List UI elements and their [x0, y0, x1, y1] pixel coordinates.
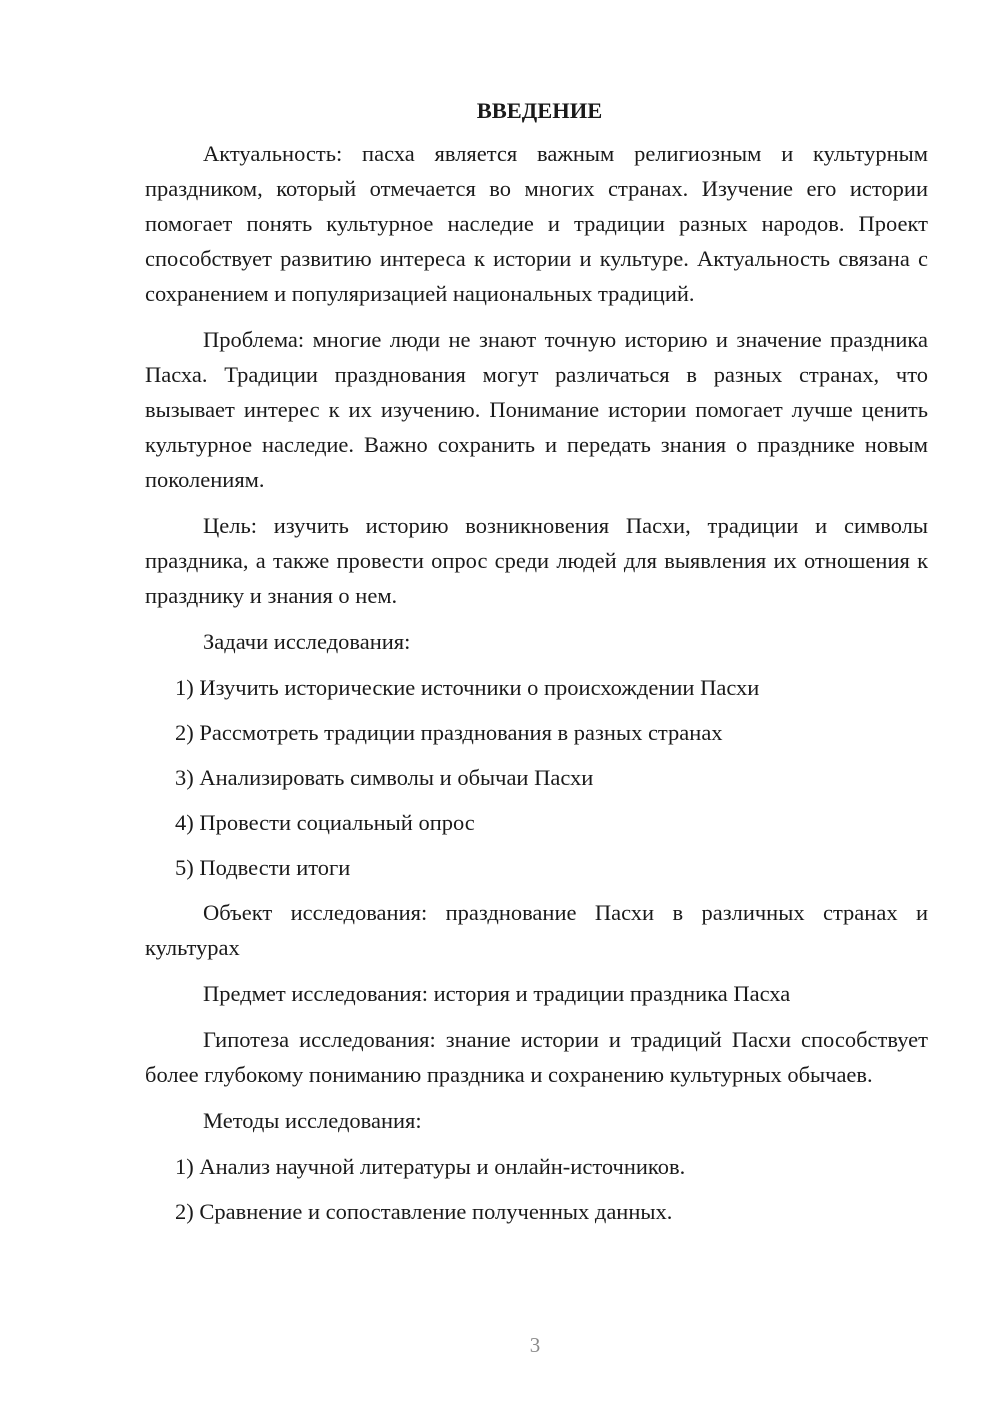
- tasks-list: [145, 670, 928, 885]
- list-item: 1) Анализ научной литературы и онлайн-источников.: [175, 1154, 686, 1179]
- methods-list: [145, 1149, 928, 1229]
- list-item: 2) Сравнение и сопоставление полученных данных.: [175, 1199, 673, 1224]
- list-item: 1) Изучить исторические источники о происхождении Пасхи: [175, 675, 760, 700]
- list-item: 5) Подвести итоги: [175, 855, 351, 880]
- page-number: 3: [529, 1333, 541, 1357]
- paragraph-relevance: Актуальность: пасха является важным религиозным и культурным праздником, который отмечается во многих странах. Изучение его истории помогает понять культурное наследие и традиции разных народов. Проект способствует развитию интереса к истории и культуре. Актуальность связана с сохранением и популяризацией национальных традиций.: [145, 141, 928, 306]
- list-item: 4) Провести социальный опрос: [175, 810, 475, 835]
- paragraph-subject: Предмет исследования: история и традиции праздника Пасха: [203, 981, 791, 1006]
- page-title: ВВЕДЕНИЕ: [476, 98, 603, 123]
- list-item: 2) Рассмотреть традиции празднования в разных странах: [175, 720, 723, 745]
- list-item: 3) Анализировать символы и обычаи Пасхи: [175, 765, 594, 790]
- paragraph-hypothesis: Гипотеза исследования: знание истории и традиций Пасхи способствует более глубокому пониманию праздника и сохранению культурных обычаев.: [145, 1027, 928, 1087]
- paragraph-object: Объект исследования: празднование Пасхи в различных странах и культурах: [145, 900, 928, 960]
- document-body: [145, 96, 928, 1239]
- tasks-heading: Задачи исследования:: [203, 629, 411, 654]
- methods-heading: Методы исследования:: [203, 1108, 422, 1133]
- paragraph-goal: Цель: изучить историю возникновения Пасхи, традиции и символы праздника, а также провести опрос среди людей для выявления их отношения к празднику и знания о нем.: [145, 513, 928, 608]
- paragraph-problem: Проблема: многие люди не знают точную историю и значение праздника Пасха. Традиции празднования могут различаться в разных странах, что вызывает интерес к их изучению. Понимание истории помогает лучше ценить культурное наследие. Важно сохранить и передать знания о празднике новым поколениям.: [145, 327, 928, 492]
